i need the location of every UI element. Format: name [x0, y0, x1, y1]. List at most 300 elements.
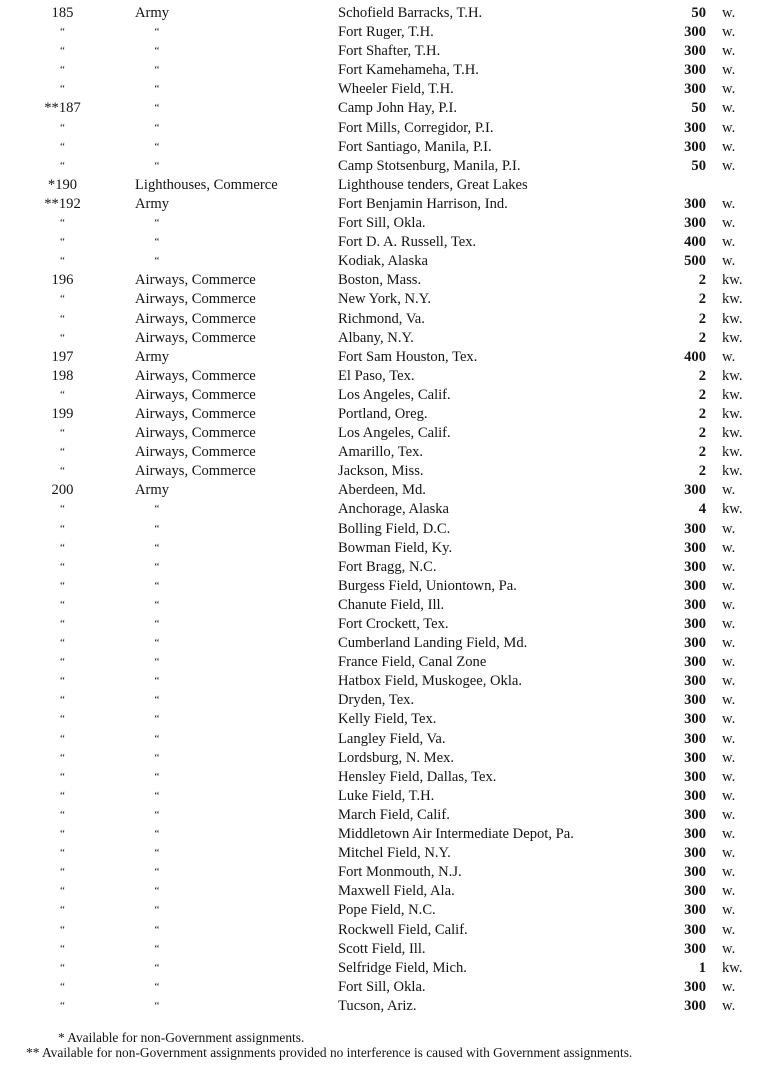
table-row: [0, 539, 760, 558]
service-cell: “: [154, 751, 160, 764]
location-cell: Luke Field, T.H.: [338, 787, 435, 804]
frequency-cell: “: [60, 713, 65, 726]
location-cell: Fort Crockett, Tex.: [338, 616, 449, 632]
location-cell: Los Angeles, Calif.: [338, 386, 451, 403]
table-row: [0, 500, 760, 519]
table-row: [0, 940, 760, 959]
table-row: [0, 348, 760, 367]
service-cell: Airways, Commerce: [135, 291, 256, 308]
frequency-cell: “: [60, 388, 65, 401]
unit-cell: kw.: [722, 405, 743, 422]
frequency-cell: “: [60, 64, 65, 77]
service-cell: “: [154, 694, 160, 707]
power-cell: 2: [698, 386, 706, 403]
location-cell: New York, N.Y.: [338, 291, 431, 308]
table-row: [0, 99, 760, 118]
station-rows: [0, 4, 760, 1016]
frequency-cell: “: [60, 121, 65, 134]
location-cell: Dryden, Tex.: [338, 692, 415, 709]
power-cell: 300: [684, 826, 706, 843]
location-cell: Fort Sill, Okla.: [338, 215, 426, 232]
frequency-cell: “: [60, 236, 65, 249]
power-cell: 300: [684, 635, 706, 652]
service-cell: Army: [135, 348, 170, 365]
unit-cell: w.: [722, 978, 736, 995]
footnote-single-asterisk: * Available for non-Government assignments.: [58, 1030, 305, 1045]
frequency-cell: “: [60, 26, 65, 39]
table-row: [0, 80, 760, 99]
power-cell: 300: [684, 62, 706, 79]
frequency-cell: “: [60, 579, 65, 592]
location-cell: Boston, Mass.: [338, 272, 422, 289]
unit-cell: kw.: [722, 386, 743, 403]
table-row: [0, 214, 760, 233]
unit-cell: w.: [722, 596, 736, 613]
power-cell: 300: [684, 845, 706, 862]
table-row: [0, 176, 760, 195]
frequency-cell: “: [60, 503, 65, 516]
power-cell: 2: [698, 291, 706, 308]
table-row: [0, 653, 760, 672]
power-cell: 50: [691, 5, 706, 21]
frequency-cell: “: [60, 694, 65, 707]
table-row: [0, 252, 760, 271]
location-cell: Fort Ruger, T.H.: [338, 24, 434, 41]
unit-cell: w.: [722, 5, 736, 21]
service-cell: “: [154, 45, 160, 58]
unit-cell: w.: [722, 806, 736, 823]
table-row: [0, 596, 760, 615]
location-cell: Chanute Field, Ill.: [338, 596, 445, 613]
service-cell: “: [154, 713, 160, 726]
table-row: [0, 42, 760, 61]
location-cell: Camp John Hay, P.I.: [338, 100, 458, 117]
service-cell: “: [154, 999, 160, 1012]
power-cell: 2: [698, 444, 706, 461]
table-row: [0, 138, 760, 157]
service-cell: “: [154, 102, 160, 115]
location-cell: Los Angeles, Calif.: [338, 425, 451, 442]
frequency-cell: “: [60, 560, 65, 573]
location-cell: Fort Mills, Corregidor, P.I.: [338, 119, 494, 136]
frequency-cell: *190: [47, 176, 78, 193]
service-cell: Airways, Commerce: [135, 463, 256, 480]
location-cell: Portland, Oreg.: [338, 405, 428, 422]
table-row: [0, 424, 760, 443]
location-cell: Jackson, Miss.: [338, 463, 424, 480]
service-cell: “: [154, 980, 160, 993]
unit-cell: w.: [722, 673, 736, 690]
power-cell: 300: [684, 520, 706, 537]
service-cell: “: [154, 904, 160, 917]
power-cell: 2: [698, 329, 706, 346]
station-table: [0, 4, 760, 1016]
power-cell: 300: [684, 692, 706, 709]
location-cell: Middletown Air Intermediate Depot, Pa.: [338, 826, 574, 843]
table-row: [0, 233, 760, 252]
power-cell: 50: [691, 157, 706, 174]
service-cell: “: [154, 541, 160, 554]
table-row: [0, 520, 760, 539]
table-row: [0, 997, 760, 1016]
unit-cell: kw.: [722, 367, 743, 384]
frequency-cell: “: [60, 847, 65, 860]
power-cell: 300: [684, 978, 706, 995]
frequency-cell: “: [60, 331, 65, 344]
location-cell: Fort Kamehameha, T.H.: [338, 62, 479, 79]
power-cell: 300: [684, 596, 706, 613]
frequency-cell: 185: [51, 5, 74, 21]
table-row: [0, 921, 760, 940]
service-cell: Airways, Commerce: [135, 329, 256, 346]
unit-cell: w.: [722, 768, 736, 785]
power-cell: 300: [684, 195, 706, 212]
unit-cell: kw.: [722, 272, 743, 289]
service-cell: Airways, Commerce: [135, 386, 256, 403]
service-cell: Airways, Commerce: [135, 310, 256, 327]
location-cell: Tucson, Ariz.: [338, 997, 417, 1014]
table-row: [0, 386, 760, 405]
service-cell: Airways, Commerce: [135, 425, 256, 442]
frequency-cell: “: [60, 828, 65, 841]
table-row: [0, 290, 760, 309]
location-cell: Anchorage, Alaska: [338, 501, 450, 518]
table-row: [0, 768, 760, 787]
location-cell: Mitchel Field, N.Y.: [338, 845, 451, 862]
service-cell: “: [154, 828, 160, 841]
table-row: [0, 61, 760, 80]
service-cell: Lighthouses, Commerce: [135, 176, 278, 193]
frequency-cell: “: [60, 732, 65, 745]
footnotes: [0, 1030, 760, 1060]
location-cell: Bowman Field, Ky.: [338, 539, 453, 556]
service-cell: “: [154, 83, 160, 96]
service-cell: “: [154, 923, 160, 936]
unit-cell: kw.: [722, 959, 743, 976]
power-cell: 300: [684, 787, 706, 804]
unit-cell: w.: [722, 635, 736, 652]
frequency-cell: “: [60, 45, 65, 58]
frequency-cell: “: [60, 751, 65, 764]
frequency-cell: “: [60, 885, 65, 898]
unit-cell: w.: [722, 730, 736, 747]
frequency-cell: **187: [44, 100, 81, 117]
frequency-cell: “: [60, 465, 65, 478]
service-cell: “: [154, 26, 160, 39]
unit-cell: w.: [722, 749, 736, 766]
power-cell: 500: [684, 253, 706, 270]
location-cell: Scott Field, Ill.: [338, 940, 426, 957]
table-row: [0, 787, 760, 806]
unit-cell: kw.: [722, 444, 743, 461]
unit-cell: w.: [722, 787, 736, 804]
location-cell: Fort Monmouth, N.J.: [338, 864, 462, 881]
service-cell: “: [154, 675, 160, 688]
frequency-cell: “: [60, 217, 65, 230]
service-cell: “: [154, 808, 160, 821]
location-cell: Amarillo, Tex.: [338, 444, 424, 461]
location-cell: Kodiak, Alaska: [338, 253, 428, 270]
frequency-cell: “: [60, 446, 65, 459]
location-cell: Aberdeen, Md.: [338, 482, 426, 499]
location-cell: Fort Sill, Okla.: [338, 978, 426, 995]
table-row: [0, 615, 760, 634]
table-row: [0, 271, 760, 290]
power-cell: 300: [684, 138, 706, 155]
power-cell: 300: [684, 749, 706, 766]
frequency-cell: “: [60, 83, 65, 96]
power-cell: 2: [698, 425, 706, 442]
unit-cell: w.: [722, 215, 736, 232]
frequency-cell: 197: [51, 348, 74, 365]
table-row: [0, 901, 760, 920]
frequency-cell: “: [60, 541, 65, 554]
unit-cell: kw.: [722, 425, 743, 442]
table-row: [0, 634, 760, 653]
table-row: [0, 329, 760, 348]
footnote-double-asterisk: ** Available for non-Government assignments provided no interference is caused with Government assignments.: [26, 1045, 633, 1060]
power-cell: 300: [684, 730, 706, 747]
service-cell: Army: [135, 195, 170, 212]
service-cell: “: [154, 618, 160, 630]
location-cell: Fort Sam Houston, Tex.: [338, 348, 478, 365]
frequency-cell: “: [60, 656, 65, 669]
service-cell: “: [154, 579, 160, 592]
unit-cell: w.: [722, 616, 736, 632]
service-cell: “: [154, 656, 160, 669]
table-row: [0, 672, 760, 691]
table-row: [0, 882, 760, 901]
power-cell: 300: [684, 883, 706, 900]
service-cell: “: [154, 866, 160, 879]
unit-cell: w.: [722, 692, 736, 709]
table-row: [0, 691, 760, 710]
unit-cell: w.: [722, 864, 736, 881]
table-row: [0, 806, 760, 825]
power-cell: 300: [684, 921, 706, 938]
service-cell: “: [154, 159, 160, 172]
unit-cell: w.: [722, 348, 736, 365]
location-cell: Lighthouse tenders, Great Lakes: [338, 176, 528, 193]
power-cell: 400: [684, 348, 706, 365]
service-cell: Airways, Commerce: [135, 405, 256, 422]
location-cell: Rockwell Field, Calif.: [338, 921, 468, 938]
unit-cell: w.: [722, 100, 736, 117]
service-cell: “: [154, 732, 160, 745]
service-cell: “: [154, 522, 160, 535]
power-cell: 300: [684, 81, 706, 98]
frequency-cell: “: [60, 789, 65, 802]
service-cell: “: [154, 942, 160, 955]
frequency-cell: “: [60, 255, 65, 268]
table-row: [0, 577, 760, 596]
unit-cell: w.: [722, 883, 736, 900]
power-cell: 300: [684, 24, 706, 41]
service-cell: “: [154, 885, 160, 898]
power-cell: 300: [684, 711, 706, 728]
table-row: [0, 749, 760, 768]
service-cell: Airways, Commerce: [135, 367, 256, 384]
unit-cell: kw.: [722, 501, 743, 518]
frequency-cell: “: [60, 427, 65, 440]
service-cell: Airways, Commerce: [135, 444, 256, 461]
location-cell: Lordsburg, N. Mex.: [338, 749, 455, 766]
table-row: [0, 4, 760, 23]
power-cell: 300: [684, 768, 706, 785]
service-cell: “: [154, 255, 160, 268]
location-cell: Albany, N.Y.: [338, 329, 414, 346]
unit-cell: w.: [722, 119, 736, 136]
unit-cell: kw.: [722, 291, 743, 308]
unit-cell: w.: [722, 138, 736, 155]
unit-cell: w.: [722, 539, 736, 556]
unit-cell: kw.: [722, 310, 743, 327]
frequency-cell: “: [60, 618, 65, 630]
power-cell: 300: [684, 577, 706, 594]
power-cell: 300: [684, 902, 706, 919]
unit-cell: kw.: [722, 463, 743, 480]
frequency-cell: “: [60, 904, 65, 917]
table-row: [0, 730, 760, 749]
unit-cell: w.: [722, 253, 736, 270]
power-cell: 300: [684, 119, 706, 136]
table-row: [0, 157, 760, 176]
table-row: [0, 119, 760, 138]
location-cell: Langley Field, Va.: [338, 730, 446, 747]
table-row: [0, 844, 760, 863]
unit-cell: w.: [722, 826, 736, 843]
location-cell: El Paso, Tex.: [338, 367, 415, 384]
service-cell: “: [154, 560, 160, 573]
frequency-cell: **192: [44, 195, 81, 212]
location-cell: France Field, Canal Zone: [338, 654, 487, 671]
table-row: [0, 23, 760, 42]
power-cell: 300: [684, 215, 706, 232]
unit-cell: w.: [722, 921, 736, 938]
service-cell: Airways, Commerce: [135, 272, 256, 289]
location-cell: Bolling Field, D.C.: [338, 520, 451, 537]
power-cell: 2: [698, 405, 706, 422]
service-cell: Army: [135, 5, 170, 21]
unit-cell: w.: [722, 43, 736, 60]
service-cell: “: [154, 789, 160, 802]
unit-cell: w.: [722, 234, 736, 251]
frequency-cell: “: [60, 961, 65, 974]
frequency-cell: “: [60, 770, 65, 783]
service-cell: “: [154, 64, 160, 77]
power-cell: 300: [684, 806, 706, 823]
service-cell: “: [154, 503, 160, 516]
location-cell: Fort D. A. Russell, Tex.: [338, 234, 477, 251]
power-cell: 1: [698, 959, 706, 976]
frequency-cell: “: [60, 312, 65, 325]
service-cell: “: [154, 847, 160, 860]
power-cell: 300: [684, 43, 706, 60]
location-cell: Selfridge Field, Mich.: [338, 959, 467, 976]
table-row: [0, 710, 760, 729]
frequency-cell: “: [60, 637, 65, 650]
power-cell: 300: [684, 997, 706, 1014]
frequency-cell: “: [60, 808, 65, 821]
location-cell: Kelly Field, Tex.: [338, 711, 437, 728]
unit-cell: w.: [722, 482, 736, 499]
power-cell: 300: [684, 616, 706, 632]
location-cell: Fort Shafter, T.H.: [338, 43, 441, 60]
table-row: [0, 195, 760, 214]
frequency-cell: “: [60, 942, 65, 955]
table-row: [0, 959, 760, 978]
power-cell: 400: [684, 234, 706, 251]
power-cell: 300: [684, 673, 706, 690]
frequency-cell: “: [60, 923, 65, 936]
unit-cell: w.: [722, 940, 736, 957]
power-cell: 50: [691, 100, 706, 117]
table-row: [0, 367, 760, 386]
table-row: [0, 481, 760, 500]
service-cell: “: [154, 598, 160, 611]
table-row: [0, 405, 760, 424]
power-cell: 2: [698, 367, 706, 384]
unit-cell: w.: [722, 654, 736, 671]
frequency-cell: “: [60, 159, 65, 172]
unit-cell: w.: [722, 711, 736, 728]
power-cell: 300: [684, 654, 706, 671]
service-cell: “: [154, 217, 160, 230]
frequency-cell: “: [60, 140, 65, 153]
service-cell: Army: [135, 482, 170, 499]
unit-cell: w.: [722, 520, 736, 537]
frequency-cell: “: [60, 522, 65, 535]
location-cell: Fort Bragg, N.C.: [338, 558, 437, 575]
unit-cell: w.: [722, 577, 736, 594]
frequency-cell: “: [60, 999, 65, 1012]
location-cell: Fort Benjamin Harrison, Ind.: [338, 195, 508, 212]
frequency-cell: 199: [51, 405, 74, 422]
location-cell: Maxwell Field, Ala.: [338, 883, 455, 900]
unit-cell: w.: [722, 997, 736, 1014]
table-row: [0, 863, 760, 882]
frequency-cell: “: [60, 675, 65, 688]
frequency-cell: “: [60, 866, 65, 879]
location-cell: Fort Santiago, Manila, P.I.: [338, 138, 492, 155]
location-cell: Camp Stotsenburg, Manila, P.I.: [338, 157, 521, 174]
unit-cell: w.: [722, 845, 736, 862]
frequency-cell: “: [60, 980, 65, 993]
table-row: [0, 462, 760, 481]
location-cell: March Field, Calif.: [338, 806, 450, 823]
power-cell: 2: [698, 272, 706, 289]
unit-cell: w.: [722, 62, 736, 79]
service-cell: “: [154, 236, 160, 249]
service-cell: “: [154, 637, 160, 650]
frequency-cell: “: [60, 598, 65, 611]
service-cell: “: [154, 770, 160, 783]
frequency-cell: “: [60, 293, 65, 306]
power-cell: 300: [684, 558, 706, 575]
unit-cell: kw.: [722, 329, 743, 346]
power-cell: 300: [684, 539, 706, 556]
power-cell: 2: [698, 310, 706, 327]
table-row: [0, 310, 760, 329]
location-cell: Richmond, Va.: [338, 310, 425, 327]
location-cell: Schofield Barracks, T.H.: [338, 5, 483, 21]
location-cell: Pope Field, N.C.: [338, 902, 436, 919]
frequency-cell: 200: [51, 482, 74, 499]
unit-cell: w.: [722, 157, 736, 174]
location-cell: Hatbox Field, Muskogee, Okla.: [338, 673, 523, 690]
location-cell: Wheeler Field, T.H.: [338, 81, 454, 98]
unit-cell: w.: [722, 24, 736, 41]
